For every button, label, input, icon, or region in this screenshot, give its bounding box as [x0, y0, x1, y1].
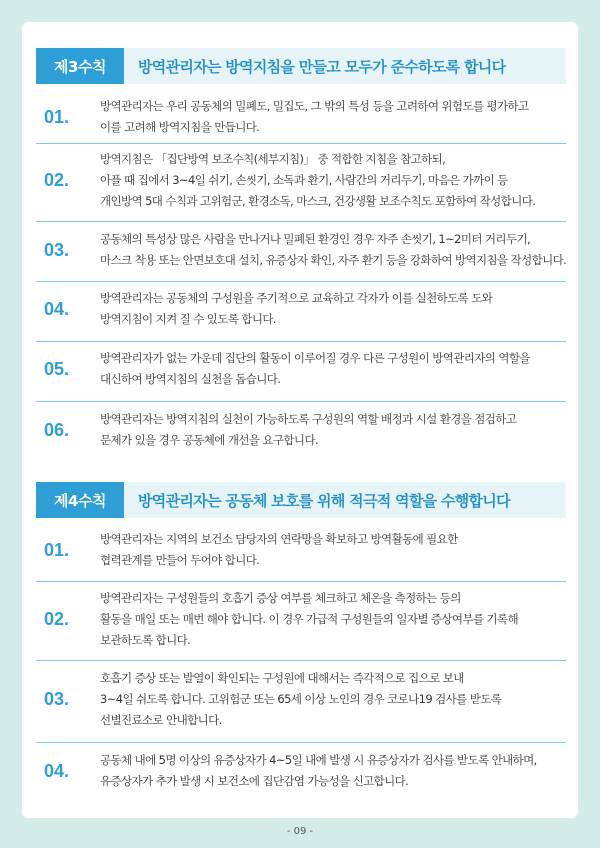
list-item: [44, 229, 568, 271]
item-text: 공동체 내에 5명 이상의 유증상자가 4~5일 내에 발생 시 유증상자가 검사를 받도록 안내하며, 유증상자가 추가 발생 시 보건소에 집단감염 가능성을 신고합니다.: [100, 753, 537, 788]
item-number: 01.: [44, 106, 70, 127]
item-number: 06.: [44, 419, 70, 440]
list-item: [44, 529, 568, 571]
list-item: [44, 588, 568, 651]
section-3-header: [36, 48, 566, 84]
list-item: [44, 96, 568, 138]
list-item: [44, 668, 568, 731]
item-text: 방역관리자는 구성원들의 호흡기 증상 여부를 체크하고 체온을 측정하는 등의 활동을 매일 또는 매번 해야 합니다. 이 경우 가급적 구성원들의 일자별 증상여부를 기록해 보관하도록 합니다.: [100, 591, 519, 647]
list-item: [44, 348, 568, 390]
list-item: [44, 750, 568, 792]
item-text: 방역관리자는 방역지침의 실천이 가능하도록 구성원의 역할 배정과 시설 환경을 점검하고 문제가 있을 경우 공동체에 개선을 요구합니다.: [100, 412, 517, 447]
list-item: [44, 149, 568, 212]
item-text: 방역관리자는 우리 공동체의 밀폐도, 밀집도, 그 밖의 특성 등을 고려하여 위험도를 평가하고 이를 고려해 방역지침을 만듭니다.: [100, 99, 529, 134]
item-text: 공동체의 특성상 많은 사람을 만나거나 밀폐된 환경인 경우 자주 손씻기, 1~2미터 거리두기, 마스크 착용 또는 안면보호대 설치, 유증상자 확인, 자주 환기 등을 강화하여 방역지침을 작성합니다.: [100, 232, 567, 267]
item-number: 02.: [44, 170, 70, 190]
page-number: - 09 -: [286, 826, 314, 837]
list-item: [44, 288, 568, 330]
item-number: 01.: [44, 539, 70, 560]
item-text: 방역지침은 「집단방역 보조수칙(세부지침)」 중 적합한 지침을 참고하되, 아플 때 집에서 3~4일 쉬기, 손씻기, 소독과 환기, 사람간의 거리두기, 마음은 가까이 등 개인방역 5대 수칙과 고위험군, 환경소독, 마스크, 건강생활 보조수칙도 포함하여 작성합니다.: [100, 152, 536, 208]
section-4-label: 제4수칙: [36, 482, 124, 518]
item-text: 방역관리자가 없는 가운데 집단의 활동이 이루어질 경우 다른 구성원이 방역관리자의 역할을 대신하여 방역지침의 실천을 돕습니다.: [100, 351, 530, 386]
item-number: 03.: [44, 239, 70, 260]
divider: [36, 742, 566, 743]
item-number: 05.: [44, 358, 70, 379]
divider: [36, 401, 566, 402]
page: [22, 22, 578, 818]
item-number: 04.: [44, 298, 70, 319]
divider: [36, 660, 566, 661]
item-text: 호흡기 증상 또는 발열이 확인되는 구성원에 대해서는 즉각적으로 집으로 보내 3~4일 쉬도록 합니다. 고위험군 또는 65세 이상 노인의 경우 코로나19 검사를 받도록 선별진료소로 안내합니다.: [100, 671, 502, 727]
item-text: 방역관리자는 지역의 보건소 담당자의 연락망을 확보하고 방역활동에 필요한 협력관계를 만들어 두어야 합니다.: [100, 532, 458, 567]
divider: [36, 341, 566, 342]
section-4-header: [36, 482, 566, 518]
item-number: 03.: [44, 689, 70, 709]
item-text: 방역관리자는 공동체의 구성원을 주기적으로 교육하고 각자가 이를 실천하도록 도와 방역지침이 지켜 질 수 있도록 합니다.: [100, 291, 493, 326]
section-4-title: 방역관리자는 공동체 보호를 위해 적극적 역할을 수행합니다: [138, 491, 510, 510]
divider: [36, 221, 566, 222]
item-number: 02.: [44, 609, 70, 629]
section-3-title: 방역관리자는 방역지침을 만들고 모두가 준수하도록 합니다: [138, 57, 506, 76]
divider: [36, 143, 566, 144]
section-3-label: 제3수칙: [36, 48, 124, 84]
list-item: [44, 409, 568, 451]
item-number: 04.: [44, 760, 70, 781]
divider: [36, 281, 566, 282]
divider: [36, 581, 566, 582]
